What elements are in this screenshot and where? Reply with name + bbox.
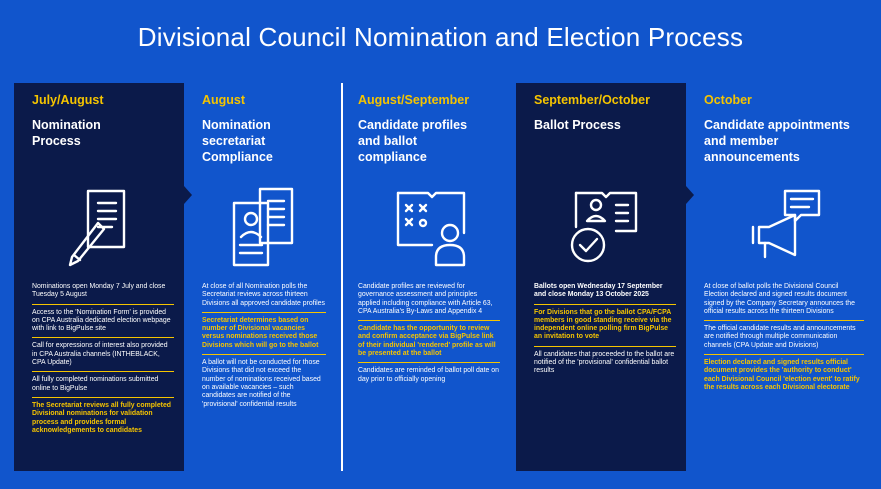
stage-ballot-process	[516, 83, 686, 471]
stage-title: Nomination Process	[32, 118, 101, 148]
stage-details	[32, 283, 174, 443]
column-divider	[341, 83, 343, 471]
stage-period: September/October	[534, 93, 651, 107]
detail-text: All candidates that proceeded to the ballot are notified of the 'provisional' confidential ballot results	[534, 350, 675, 375]
detail-text: All fully completed nominations submitted online to BigPulse	[32, 376, 174, 398]
detail-text: The official candidate results and announcements are notified through multiple communication channels (CPA Update and Divisions)	[704, 325, 864, 355]
stage-title: Candidate appointments and member announcements	[704, 118, 850, 164]
stage-title: Ballot Process	[534, 118, 621, 132]
detail-highlight: Candidate has the opportunity to review and confirm acceptance via BigPulse link of their individual 'rendered' profile as will be presented at the ballot	[358, 325, 500, 363]
detail-text: A ballot will not be conducted for those Divisions that did not exceed the number of nominations received based on available vacancies – such candidates are notified of the 'provisional' confidential results	[202, 359, 321, 408]
megaphone-icon	[694, 183, 874, 273]
detail-highlight: For Divisions that go the ballot CPA/FCPA members in good standing receive via the independent online polling firm BigPulse an invitation to vote	[534, 309, 676, 347]
profile-documents-icon	[190, 183, 336, 273]
detail-highlight: The Secretariat reviews all fully completed Divisional nominations for validation process and provides formal acknowledgements to candidates	[32, 401, 172, 434]
detail-text: Ballots open Wednesday 17 September and close Monday 13 October 2025	[534, 283, 676, 305]
stage-appointments-announcements	[694, 83, 874, 471]
detail-text: Candidate profiles are reviewed for governance assessment and principles applied including compliance with Article 63, CPA Australia's By-Laws and Appendix 4	[358, 283, 500, 321]
stage-title: Candidate profiles and ballot compliance	[358, 118, 468, 164]
detail-highlight: Secretariat determines based on number of Divisional vacancies versus nominations received those Divisions which will go to the ballot	[202, 317, 326, 355]
stage-period: October	[704, 93, 752, 107]
detail-text: At close of all Nomination polls the Secretariat reviews across thirteen Divisions all approved candidate profiles	[202, 283, 326, 313]
stage-secretariat-compliance	[190, 83, 336, 471]
stage-period: August	[202, 93, 246, 107]
detail-text: Access to the 'Nomination Form' is provided on CPA Australia dedicated election webpage with link to BigPulse site	[32, 309, 174, 339]
stage-details	[534, 283, 676, 384]
flow-arrow	[686, 186, 694, 204]
detail-text: Candidates are reminded of ballot poll date on day prior to officially opening	[358, 367, 499, 383]
stage-details	[202, 283, 326, 417]
stage-profiles-ballot-compliance	[348, 83, 510, 471]
stage-nomination-process	[14, 83, 184, 471]
stage-details	[704, 283, 864, 400]
page-title: Divisional Council Nomination and Election Process	[137, 22, 744, 52]
stage-title: Nomination secretariat Compliance	[202, 118, 273, 164]
detail-highlight: Election declared and signed results official document provides the 'authority to conduct' each Divisional Council 'election event' to ratify the results across each Divisional electorate	[704, 359, 860, 391]
stage-period: August/September	[358, 93, 470, 107]
stage-details	[358, 283, 500, 392]
detail-text: Nominations open Monday 7 July and close Tuesday 5 August	[32, 283, 174, 305]
document-pencil-icon	[14, 183, 184, 273]
stage-period: July/August	[32, 93, 104, 107]
board-person-icon	[348, 183, 510, 273]
ballot-check-icon	[516, 183, 686, 273]
detail-text: Call for expressions of interest also provided in CPA Australia channels (INTHEBLACK, CPA Update)	[32, 342, 174, 372]
detail-text: At close of ballot polls the Divisional Council Election declared and signed results document signed by the Company Secretary announces the official results across the thirteen Divisions	[704, 283, 864, 321]
